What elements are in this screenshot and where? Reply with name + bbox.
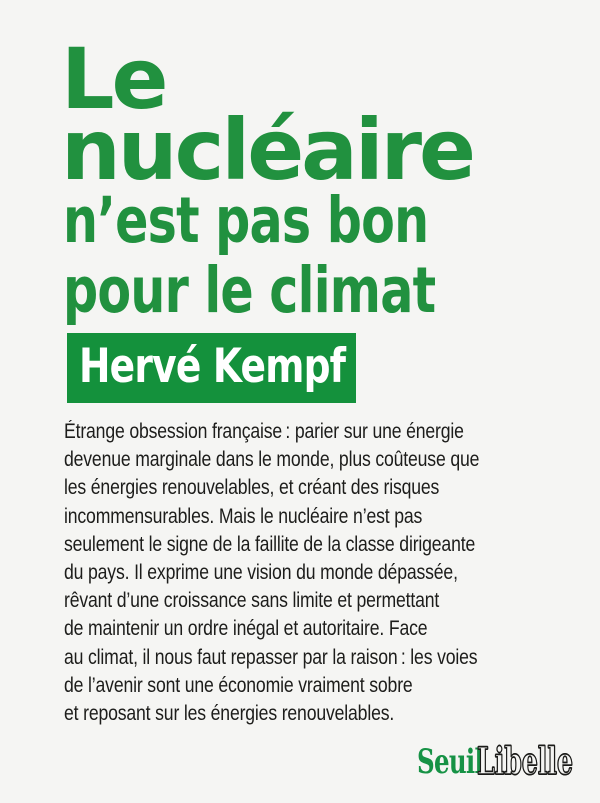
blurb-line: rêvant d’une croissance sans limite et permettant — [64, 589, 440, 613]
blurb-line: devenue marginale dans le monde, plus coûteuse que — [64, 448, 480, 472]
back-blurb — [64, 418, 479, 728]
blurb-line: les énergies renouvelables, et créant des risques — [64, 476, 440, 500]
blurb-line: au climat, il nous faut repasser par la raison : les voies — [64, 645, 478, 669]
title-line-nest-pas-bon: n’est pas bon — [63, 184, 429, 257]
title-line-le: Le — [61, 30, 166, 128]
blurb-line: de maintenir un ordre inégal et autoritaire. Face — [64, 617, 428, 641]
title-main — [61, 30, 474, 199]
author-name: Hervé Kempf — [79, 339, 346, 394]
title-line-pour-le-climat: pour le climat — [63, 254, 436, 327]
blurb-line: Étrange obsession française : parier sur une énergie — [64, 420, 464, 443]
blurb-line: du pays. Il exprime une vision du monde dépassée, — [64, 561, 458, 585]
blurb-line: de l’avenir sont une économie vraiment sobre — [64, 673, 413, 697]
title-line-nucleaire: nucléaire — [61, 101, 474, 199]
blurb-line: incommensurables. Mais le nucléaire n’est pas — [64, 504, 423, 528]
blurb-line: seulement le signe de la faillite de la classe dirigeante — [64, 532, 476, 556]
title-subtitle — [63, 186, 435, 326]
author-band — [67, 333, 356, 403]
imprint-logo-libelle: Libelle — [477, 739, 573, 783]
blurb-line: et reposant sur les énergies renouvelables. — [64, 702, 395, 726]
publisher-logo-seuil: Seuil — [417, 742, 484, 782]
